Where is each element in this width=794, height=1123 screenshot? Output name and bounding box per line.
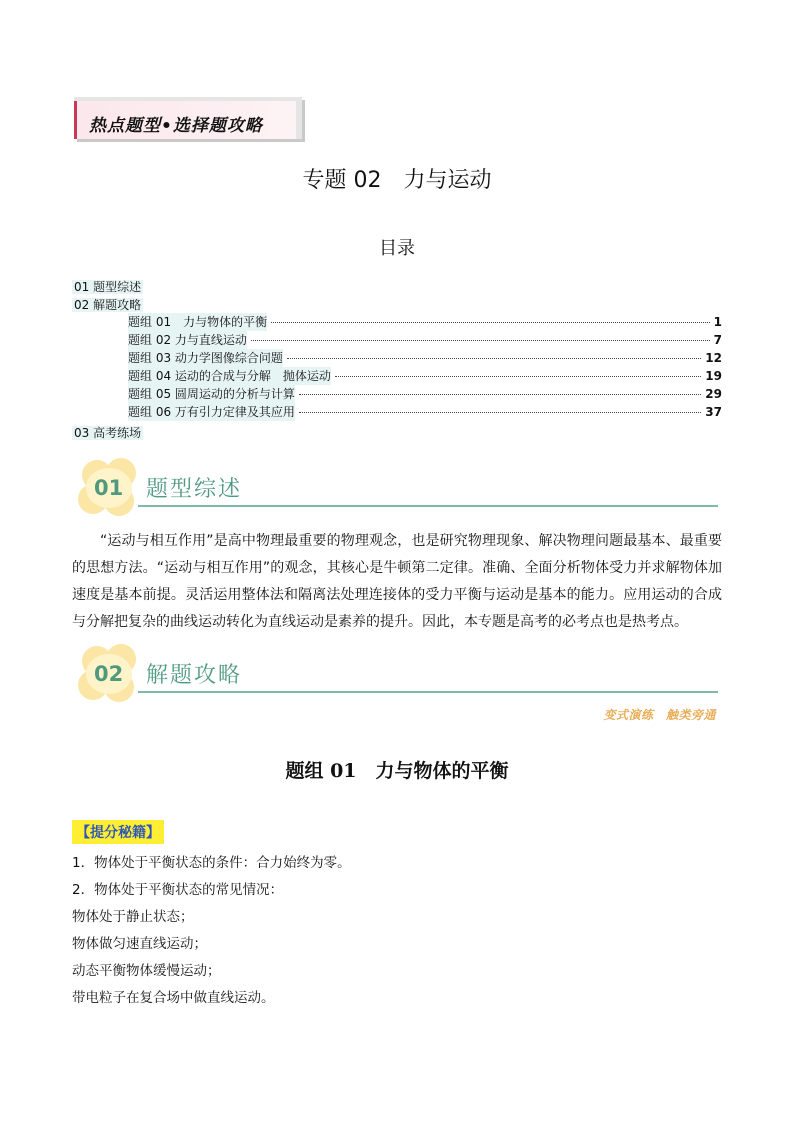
toc-item[interactable] xyxy=(128,403,722,421)
tips-badge: 【提分秘籍】 xyxy=(72,820,164,844)
toc-item[interactable] xyxy=(128,313,722,331)
toc-item[interactable] xyxy=(128,385,722,403)
tip-line: 动态平衡物体缓慢运动； xyxy=(72,963,221,979)
banner-background xyxy=(74,101,296,139)
group-title: 题组 01 力与物体的平衡 xyxy=(285,760,509,782)
toc-leader-dots xyxy=(299,412,701,413)
toc-item-page: 1 xyxy=(713,315,722,329)
flower-badge-icon xyxy=(78,458,142,518)
toc-item-page: 7 xyxy=(713,333,722,347)
toc-leader-dots xyxy=(287,358,701,359)
tip-line: 物体处于静止状态； xyxy=(72,909,194,925)
toc-item[interactable] xyxy=(128,349,722,367)
toc-section-label: 02 解题攻略 xyxy=(74,298,142,312)
toc-item-label: 题组 04 运动的合成与分解 抛体运动 xyxy=(128,369,331,383)
toc-leader-dots xyxy=(251,340,710,341)
toc-section-label: 03 高考练场 xyxy=(74,426,142,440)
section-heading-overview xyxy=(78,458,718,520)
toc-item[interactable] xyxy=(128,367,722,385)
section-number: 02 xyxy=(94,662,124,686)
page-title: 专题 02 力与运动 xyxy=(302,168,492,193)
flower-badge-icon xyxy=(78,644,142,704)
toc-item-page: 19 xyxy=(705,369,722,383)
toc-item-label: 题组 06 万有引力定律及其应用 xyxy=(128,405,295,419)
toc-item-label: 题组 02 力与直线运动 xyxy=(128,333,247,347)
toc-leader-dots xyxy=(335,376,701,377)
toc-leader-dots xyxy=(271,322,710,323)
toc-leader-dots xyxy=(299,394,701,395)
toc-section-solution[interactable] xyxy=(72,294,143,314)
section-label: 题型综述 xyxy=(146,477,243,502)
section-number: 01 xyxy=(94,476,124,500)
toc-item-label: 题组 01 力与物体的平衡 xyxy=(128,315,268,329)
section-divider xyxy=(138,505,718,507)
toc-item-page: 29 xyxy=(705,387,722,401)
section-label: 解题攻略 xyxy=(146,663,243,688)
toc-section-label: 01 题型综述 xyxy=(74,280,142,294)
toc-item-label: 题组 05 圆周运动的分析与计算 xyxy=(128,387,295,401)
topic-banner xyxy=(74,97,302,139)
banner-text: 热点题型•选择题攻略 xyxy=(89,116,263,136)
toc-section-practice[interactable] xyxy=(72,422,143,442)
section-heading-solution xyxy=(78,644,718,706)
tip-line: 1．物体处于平衡状态的条件：合力始终为零。 xyxy=(72,855,351,871)
toc-item-label: 题组 03 动力学图像综合问题 xyxy=(128,351,283,365)
toc-item-page: 12 xyxy=(705,351,722,365)
toc-item-page: 37 xyxy=(705,405,722,419)
toc-heading: 目录 xyxy=(379,238,415,259)
toc-item[interactable] xyxy=(128,331,722,349)
tip-line: 2．物体处于平衡状态的常见情况： xyxy=(72,882,284,898)
overview-paragraph: “运动与相互作用”是高中物理最重要的物理观念，也是研究物理现象、解决物理问题最基本、最重要的思想方法。“运动与相互作用”的观念，其核心是牛顿第二定律。准确、全面分析物体受力并求解物体加速度是基本前提。灵活运用整体法和隔离法处理连接体的受力平衡与运动是基本的能力。应用运动的合成与分解把复杂的曲线运动转化为直线运动是素养的提升。因此，本专题是高考的必考点也是热考点。 xyxy=(72,533,722,630)
tip-line: 物体做匀速直线运动； xyxy=(72,936,207,952)
tip-line: 带电粒子在复合场中做直线运动。 xyxy=(72,990,275,1006)
section-tagline: 变式演练 触类旁通 xyxy=(603,708,716,722)
section-divider xyxy=(138,691,718,693)
toc-section-overview[interactable] xyxy=(72,276,143,296)
